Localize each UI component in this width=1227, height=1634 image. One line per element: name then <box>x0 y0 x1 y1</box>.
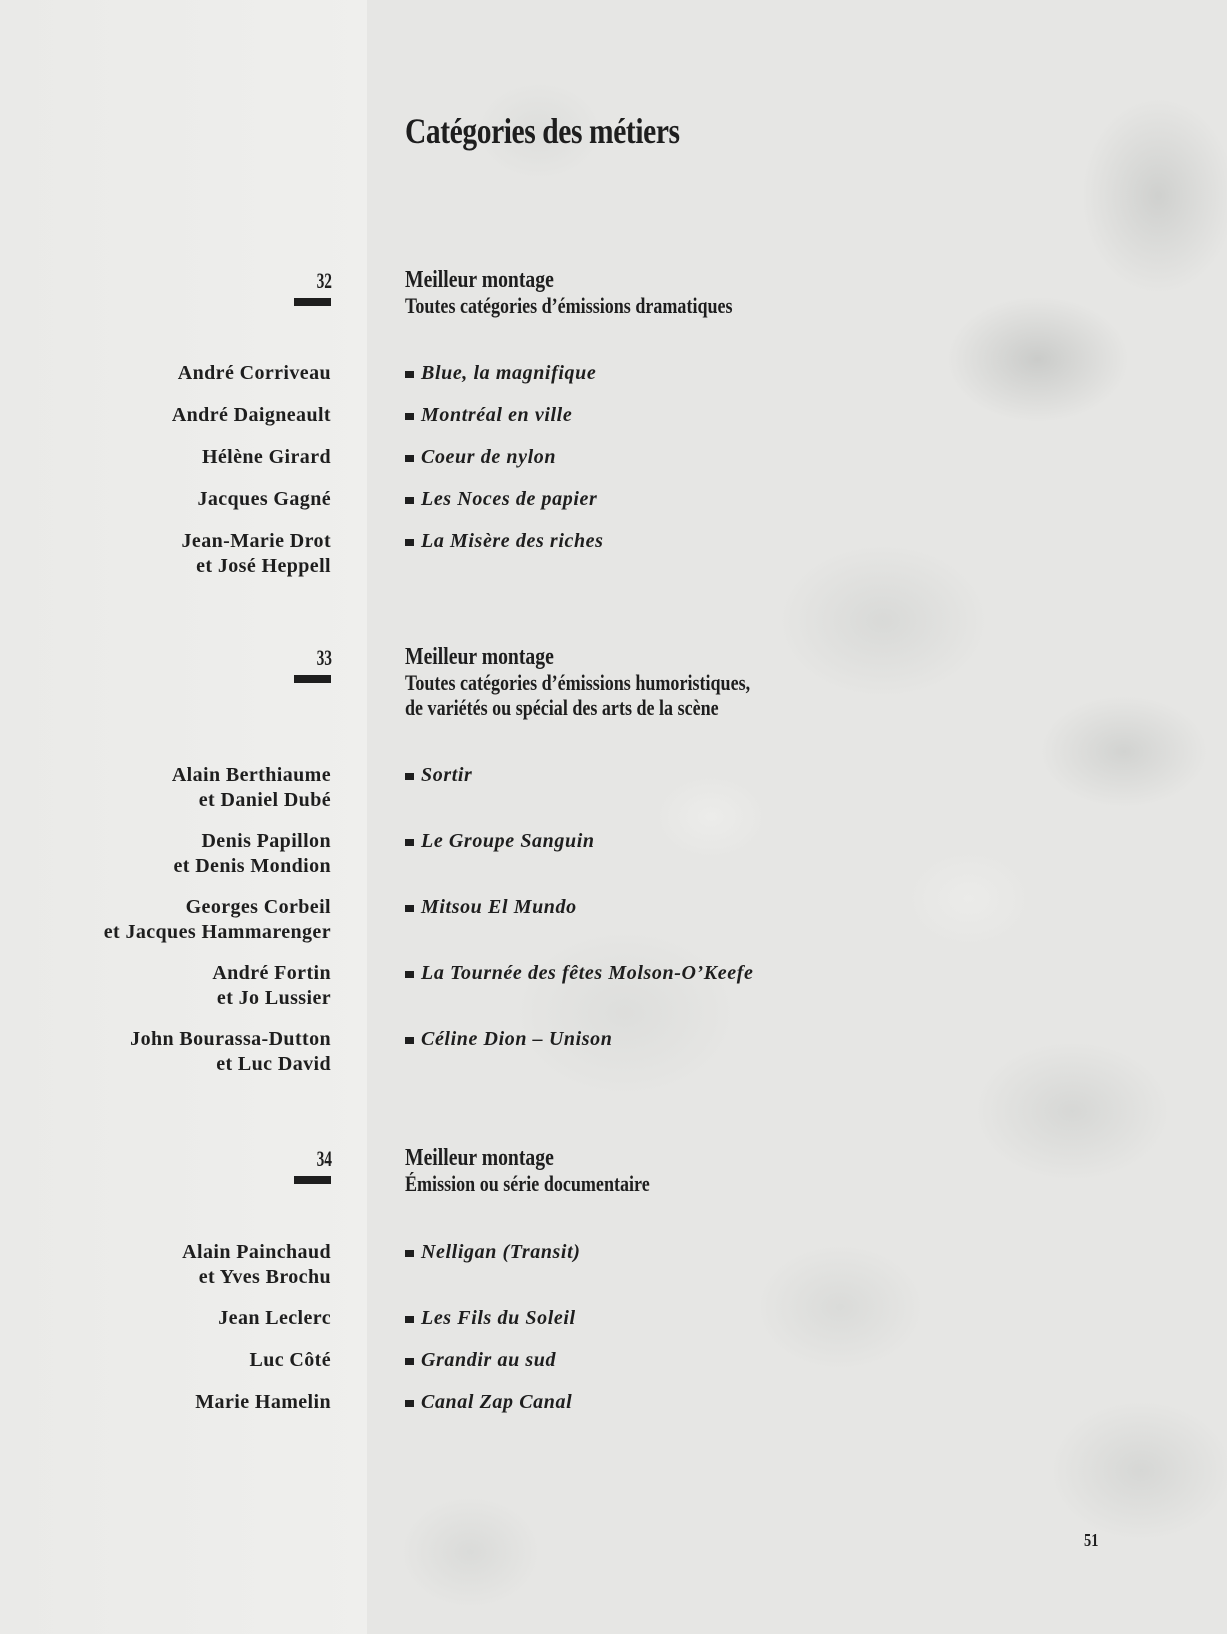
nominee-name: John Bourassa-Dutton et Luc David <box>130 1028 331 1075</box>
bullet-icon <box>405 839 414 846</box>
bullet-icon <box>405 773 414 780</box>
nominee-name: Denis Papillon et Denis Mondion <box>173 830 331 877</box>
nominee-name: Alain Painchaud et Yves Brochu <box>182 1241 331 1288</box>
category-number: 32 <box>316 268 332 293</box>
program-title: Coeur de nylon <box>405 445 556 470</box>
category-title: Meilleur montage <box>405 267 554 293</box>
bullet-icon <box>405 1037 414 1044</box>
nominee-name: Luc Côté <box>249 1349 331 1371</box>
category-bar <box>294 675 331 683</box>
program-title: Les Noces de papier <box>405 487 597 512</box>
nominee-name: Jean-Marie Drot et José Heppell <box>181 530 331 577</box>
left-panel <box>0 0 367 1634</box>
textured-background <box>367 0 1227 1634</box>
nominee-name: Georges Corbeil et Jacques Hammarenger <box>103 896 331 943</box>
category-heading <box>405 1146 650 1196</box>
nominee-name: Jean Leclerc <box>218 1307 331 1329</box>
category-heading <box>405 268 733 318</box>
nominee-name: Jacques Gagné <box>197 488 331 510</box>
program-title: Grandir au sud <box>405 1348 556 1373</box>
nominee-name: André Corriveau <box>177 362 331 384</box>
program-title: Sortir <box>405 763 472 788</box>
category-subtitle: Toutes catégories d’émissions humoristiques, <box>405 670 751 695</box>
bullet-icon <box>405 413 414 420</box>
category-number: 33 <box>316 645 332 670</box>
bullet-icon <box>405 497 414 504</box>
bullet-icon <box>405 371 414 378</box>
bullet-icon <box>405 455 414 462</box>
bullet-icon <box>405 905 414 912</box>
bullet-icon <box>405 1250 414 1257</box>
bullet-icon <box>405 1358 414 1365</box>
category-heading <box>405 645 750 720</box>
category-bar <box>294 1176 331 1184</box>
page-number: 51 <box>1084 1530 1099 1550</box>
category-number: 34 <box>316 1146 332 1171</box>
nominee-name: Alain Berthiaume et Daniel Dubé <box>171 764 331 811</box>
program-title: Canal Zap Canal <box>405 1390 572 1415</box>
bullet-icon <box>405 1316 414 1323</box>
program-title: Mitsou El Mundo <box>405 895 577 920</box>
category-bar <box>294 298 331 306</box>
category-subtitle: de variétés ou spécial des arts de la scène <box>405 695 719 720</box>
nominee-name: André Daigneault <box>171 404 331 426</box>
nominee-name: André Fortin et Jo Lussier <box>212 962 331 1009</box>
program-title: Montréal en ville <box>405 403 572 428</box>
program-title: Le Groupe Sanguin <box>405 829 595 854</box>
program-title: La Misère des riches <box>405 529 604 554</box>
program-title: Blue, la magnifique <box>405 361 596 386</box>
program-title: Les Fils du Soleil <box>405 1306 576 1331</box>
category-subtitle: Toutes catégories d’émissions dramatiques <box>405 293 733 318</box>
nominee-name: Marie Hamelin <box>195 1391 331 1413</box>
page-title: Catégories des métiers <box>405 111 680 151</box>
program-title: Céline Dion – Unison <box>405 1027 612 1052</box>
nominee-name: Hélène Girard <box>201 446 331 468</box>
bullet-icon <box>405 1400 414 1407</box>
program-title: Nelligan (Transit) <box>405 1240 581 1265</box>
bullet-icon <box>405 539 414 546</box>
bullet-icon <box>405 971 414 978</box>
program-title: La Tournée des fêtes Molson-O’Keefe <box>405 961 753 986</box>
category-title: Meilleur montage <box>405 644 554 670</box>
category-subtitle: Émission ou série documentaire <box>405 1171 650 1196</box>
category-title: Meilleur montage <box>405 1145 554 1171</box>
